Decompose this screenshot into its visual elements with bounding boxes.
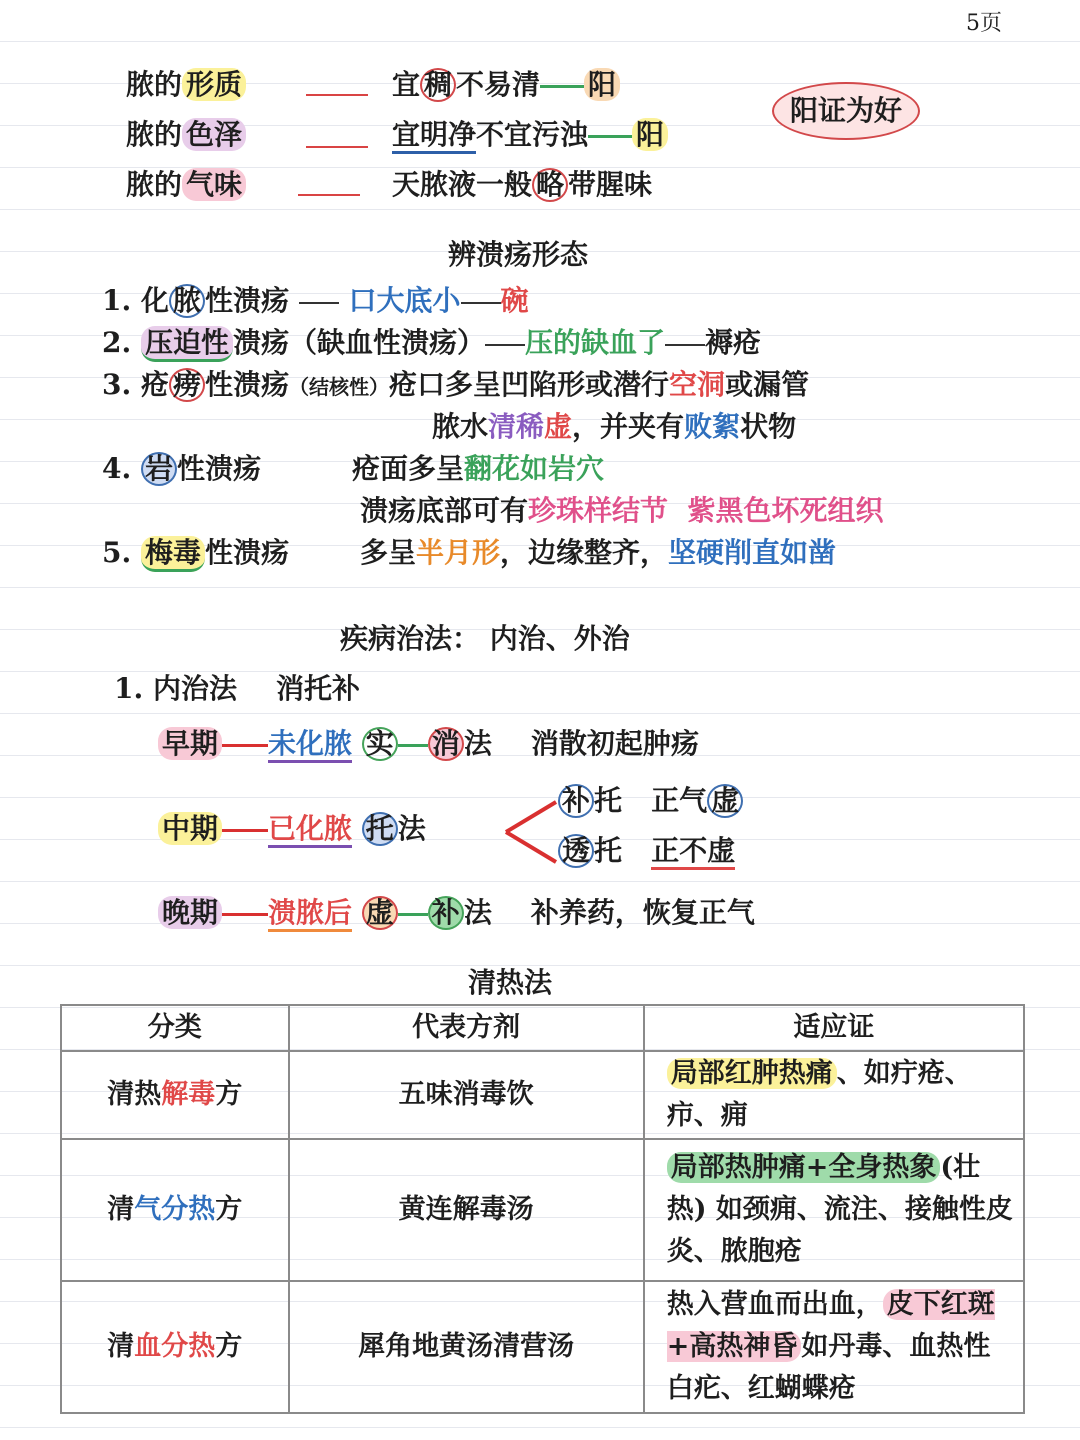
pus-desc-3 xyxy=(392,168,652,202)
pus-desc-text: 带腥味 xyxy=(568,168,653,201)
cat-text: 清 xyxy=(107,1194,135,1225)
table-row xyxy=(61,1051,1024,1139)
indication-key: 局部红肿热痛 xyxy=(667,1058,837,1089)
pus-row-texture xyxy=(126,68,246,102)
ulcer-row-3b xyxy=(432,410,796,444)
inner-detail: 消托补 xyxy=(276,672,361,705)
pus-desc-text: 宜 xyxy=(392,68,421,101)
cell-category xyxy=(61,1139,289,1281)
pus-desc-text: 不易清 xyxy=(456,68,541,101)
cat-text: 清热 xyxy=(107,1079,162,1110)
treatment-title: 疾病治法： 内治、外治 xyxy=(340,622,630,655)
stage-label: 早期 xyxy=(158,727,222,760)
ulcer-text: ，并夹有 xyxy=(572,410,685,443)
middle-branch-2 xyxy=(558,834,735,868)
ulcer-text: 性溃疡 xyxy=(177,452,262,485)
circled-char: 脓 xyxy=(169,284,205,318)
table-header-row xyxy=(61,1005,1024,1051)
row-number: 1. xyxy=(114,672,144,705)
ulcer-row-2 xyxy=(102,326,761,360)
ulcer-text: 状物 xyxy=(740,410,797,443)
cell-category xyxy=(61,1051,289,1139)
yang-label: 阳 xyxy=(632,118,668,151)
pus-desc-1 xyxy=(392,68,620,102)
yang-label: 阳 xyxy=(584,68,620,101)
ulcer-text: 疮 xyxy=(140,368,169,401)
ulcer-row-5 xyxy=(102,536,289,570)
row-number: 4. xyxy=(102,452,132,485)
ulcer-text: 褥疮 xyxy=(705,326,762,359)
stage-note: 正气 xyxy=(651,784,708,817)
ulcer-text: 溃疡（缺血性溃疡） xyxy=(233,326,486,359)
stage-state: 未化脓 xyxy=(268,727,352,763)
ulcer-feature: 压的缺血了 xyxy=(525,326,666,359)
pus-row-odor xyxy=(126,168,246,202)
pus-label-prefix: 脓的 xyxy=(126,68,183,101)
circled-char: 实 xyxy=(362,727,398,761)
page-number: 5页 xyxy=(966,11,1002,36)
cat-text: 方 xyxy=(215,1331,243,1362)
cat-text: 方 xyxy=(215,1079,243,1110)
green-connector xyxy=(398,744,428,747)
circled-char: 岩 xyxy=(141,452,177,486)
ulcer-feature: 紫黑色坏死组织 xyxy=(687,494,884,527)
row-number: 1. xyxy=(102,284,132,317)
middle-branch-1 xyxy=(558,784,743,818)
connector xyxy=(299,302,339,304)
ulcer-feature: 碗 xyxy=(500,284,529,317)
cell-indication xyxy=(644,1051,1024,1139)
ulcer-feature: 清稀 xyxy=(488,410,545,443)
ulcer-feature: 口大底小 xyxy=(348,284,461,317)
red-connector xyxy=(222,913,268,916)
cat-text: 方 xyxy=(215,1194,243,1225)
green-connector xyxy=(588,135,632,138)
ulcer-note: （结核性） xyxy=(289,375,390,399)
ulcer-row-4-desc xyxy=(352,452,604,486)
circled-char: 托 xyxy=(362,812,398,846)
circled-char: 痨 xyxy=(169,368,205,402)
ulcer-row-4 xyxy=(102,452,261,486)
dash-1 xyxy=(298,84,376,103)
connector xyxy=(485,344,525,346)
ulcer-text: 多呈 xyxy=(360,536,417,569)
ulcer-feature: 珍珠样结节 xyxy=(528,494,669,527)
stage-label: 晚期 xyxy=(158,896,222,929)
circled-char: 虚 xyxy=(362,896,398,930)
cat-key: 血分热 xyxy=(134,1331,216,1362)
ulcer-text: 性溃疡 xyxy=(205,284,290,317)
cell-indication xyxy=(644,1139,1024,1281)
pus-label-key: 气味 xyxy=(182,168,246,201)
row-number: 5. xyxy=(102,536,132,569)
ulcer-text: 疮面多呈 xyxy=(352,452,465,485)
ulcer-key: 压迫性 xyxy=(141,326,233,362)
ulcer-text: 溃疡底部可有 xyxy=(360,494,529,527)
ulcer-row-5-desc xyxy=(360,536,836,570)
pus-row-color xyxy=(126,118,246,152)
cat-text: 清 xyxy=(107,1331,135,1362)
branch-lines xyxy=(500,796,560,868)
stage-label: 中期 xyxy=(158,812,222,845)
circled-char: 补 xyxy=(428,896,464,930)
ulcer-text: 性溃疡 xyxy=(205,536,290,569)
header-indication: 适应证 xyxy=(644,1005,1024,1051)
circled-char: 消 xyxy=(428,727,464,761)
dash-3 xyxy=(290,184,368,203)
circled-char: 补 xyxy=(558,784,594,818)
circled-char: 虚 xyxy=(707,784,743,818)
indication-text: 热入营血而出血， xyxy=(666,1289,883,1320)
ulcer-text: 疮口多呈凹陷形或潜行 xyxy=(389,368,670,401)
indication-text: 、如疔疮、疖、痈 xyxy=(666,1058,972,1131)
table-row xyxy=(61,1139,1024,1281)
circled-char: 稠 xyxy=(420,68,456,102)
green-connector xyxy=(398,913,428,916)
ulcer-text: 化 xyxy=(140,284,169,317)
pus-label-key: 色泽 xyxy=(182,118,246,151)
pus-desc-text: 宜明净 xyxy=(392,118,476,154)
dash-2 xyxy=(298,136,376,155)
ulcer-text: ，边缘整齐， xyxy=(500,536,669,569)
header-formula: 代表方剂 xyxy=(289,1005,644,1051)
ulcer-row-3 xyxy=(102,368,809,404)
ulcer-text: 脓水 xyxy=(432,410,489,443)
pus-label-prefix: 脓的 xyxy=(126,118,183,151)
yang-stamp: 阳证为好 xyxy=(772,82,920,140)
red-connector xyxy=(222,829,268,832)
method: 法 xyxy=(463,896,492,929)
row-number: 3. xyxy=(102,368,132,401)
ulcer-key: 梅毒 xyxy=(141,536,205,572)
circled-char: 略 xyxy=(532,168,568,202)
cat-key: 解毒 xyxy=(161,1079,216,1110)
inner-label: 内治法 xyxy=(152,672,237,705)
cell-formula: 五味消毒饮 xyxy=(289,1051,644,1139)
indication-text: (壮热) 如颈痈、流注、接触性皮炎、脓胞疮 xyxy=(666,1152,1013,1267)
indication-text: 如丹毒、血热性白疕、红蝴蝶疮 xyxy=(666,1331,991,1404)
indication-key: 皮下红斑+高热神昏 xyxy=(666,1289,995,1362)
pus-desc-text: 不宜污浊 xyxy=(476,118,589,151)
indication-key: 局部热肿痛+全身热象 xyxy=(667,1152,941,1183)
middle-stage xyxy=(158,812,426,846)
heat-table xyxy=(60,1004,1025,1414)
stage-note: 消散初起肿疡 xyxy=(530,727,699,760)
stage-state: 已化脓 xyxy=(268,812,352,848)
pus-desc-text: 天脓液一般 xyxy=(392,168,533,201)
cell-indication xyxy=(644,1281,1024,1413)
stage-state: 溃脓后 xyxy=(268,896,352,932)
method: 法 xyxy=(463,727,492,760)
ulcer-feature: 坚硬削直如凿 xyxy=(668,536,837,569)
cell-formula: 犀角地黄汤清营汤 xyxy=(289,1281,644,1413)
connector xyxy=(665,344,705,346)
method: 托 xyxy=(594,784,623,817)
cell-formula: 黄连解毒汤 xyxy=(289,1139,644,1281)
early-stage xyxy=(158,727,699,761)
ulcer-feature: 空洞 xyxy=(669,368,726,401)
red-connector xyxy=(222,744,268,747)
ulcer-feature: 虚 xyxy=(544,410,573,443)
method: 托 xyxy=(594,834,623,867)
method: 法 xyxy=(397,812,426,845)
table-row xyxy=(61,1281,1024,1413)
circled-char: 透 xyxy=(558,834,594,868)
ulcer-feature: 半月形 xyxy=(416,536,501,569)
cat-key: 气分热 xyxy=(134,1194,216,1225)
stage-note: 正不虚 xyxy=(651,834,735,870)
ulcer-row-1 xyxy=(102,284,529,318)
ulcer-text: 性溃疡 xyxy=(205,368,290,401)
pus-desc-2 xyxy=(392,118,668,152)
cell-category xyxy=(61,1281,289,1413)
late-stage xyxy=(158,896,755,930)
pus-label-key: 形质 xyxy=(182,68,246,101)
green-connector xyxy=(540,85,584,88)
heat-title: 清热法 xyxy=(468,966,553,999)
ulcer-feature: 败絮 xyxy=(684,410,741,443)
pus-label-prefix: 脓的 xyxy=(126,168,183,201)
ulcer-text: 或漏管 xyxy=(725,368,810,401)
connector xyxy=(461,302,501,304)
row-number: 2. xyxy=(102,326,132,359)
stage-note: 补养药，恢复正气 xyxy=(530,896,755,929)
header-category: 分类 xyxy=(61,1005,289,1051)
ulcer-feature: 翻花如岩穴 xyxy=(464,452,605,485)
ulcer-row-4b xyxy=(360,494,884,528)
inner-treatment xyxy=(114,672,360,706)
ulcer-title: 辨溃疡形态 xyxy=(448,238,589,271)
